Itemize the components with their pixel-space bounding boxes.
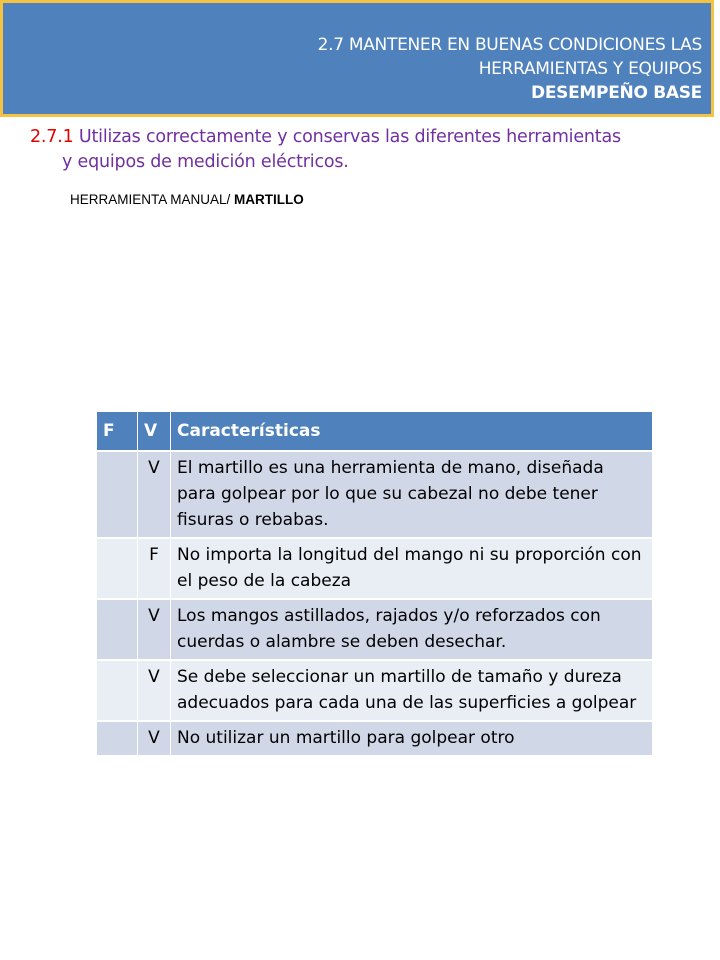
section-text-line-1: Utilizas correctamente y conservas las diferentes herramientas xyxy=(73,127,621,147)
cell-characteristic: El martillo es una herramienta de mano, diseñada para golpear por lo que su cabezal no debe tener fisuras o rebabas. xyxy=(171,451,653,538)
section-text-line-2: y equipos de medición eléctricos. xyxy=(62,152,349,172)
header-false-column: F xyxy=(97,412,138,451)
subtitle-prefix: HERRAMIENTA MANUAL/ xyxy=(70,192,235,207)
cell-characteristic: Se debe seleccionar un martillo de tamaño y dureza adecuados para cada una de las superficies a golpear xyxy=(171,660,653,721)
section-number: 2.7.1 xyxy=(30,127,74,147)
cell-f xyxy=(97,599,138,660)
table-header-row xyxy=(97,412,652,451)
header-title-line-2: HERRAMIENTAS Y EQUIPOS xyxy=(478,59,702,79)
cell-v: V xyxy=(138,721,171,756)
cell-v: V xyxy=(138,451,171,538)
cell-f xyxy=(97,451,138,538)
header-title-line-1: 2.7 MANTENER EN BUENAS CONDICIONES LAS xyxy=(317,35,702,55)
cell-characteristic: Los mangos astillados, rajados y/o reforzados con cuerdas o alambre se deben desechar. xyxy=(171,599,653,660)
cell-v: V xyxy=(138,660,171,721)
cell-f xyxy=(97,538,138,599)
cell-v: V xyxy=(138,599,171,660)
cell-characteristic: No utilizar un martillo para golpear otro xyxy=(171,721,653,756)
cell-f xyxy=(97,660,138,721)
header-true-column: V xyxy=(138,412,171,451)
table-row xyxy=(97,451,652,538)
table-row xyxy=(97,660,652,721)
header-characteristics-column: Características xyxy=(171,412,653,451)
section-heading xyxy=(30,125,710,175)
cell-characteristic: No importa la longitud del mango ni su proporción con el peso de la cabeza xyxy=(171,538,653,599)
table-row xyxy=(97,721,652,756)
subtitle-tool-name: MARTILLO xyxy=(234,192,304,207)
header-performance-level: DESEMPEÑO BASE xyxy=(531,83,702,103)
cell-v: F xyxy=(138,538,171,599)
table-row xyxy=(97,599,652,660)
header-banner xyxy=(0,0,714,117)
table-row xyxy=(97,538,652,599)
true-false-table xyxy=(97,412,652,757)
tool-subtitle xyxy=(70,192,304,207)
cell-f xyxy=(97,721,138,756)
